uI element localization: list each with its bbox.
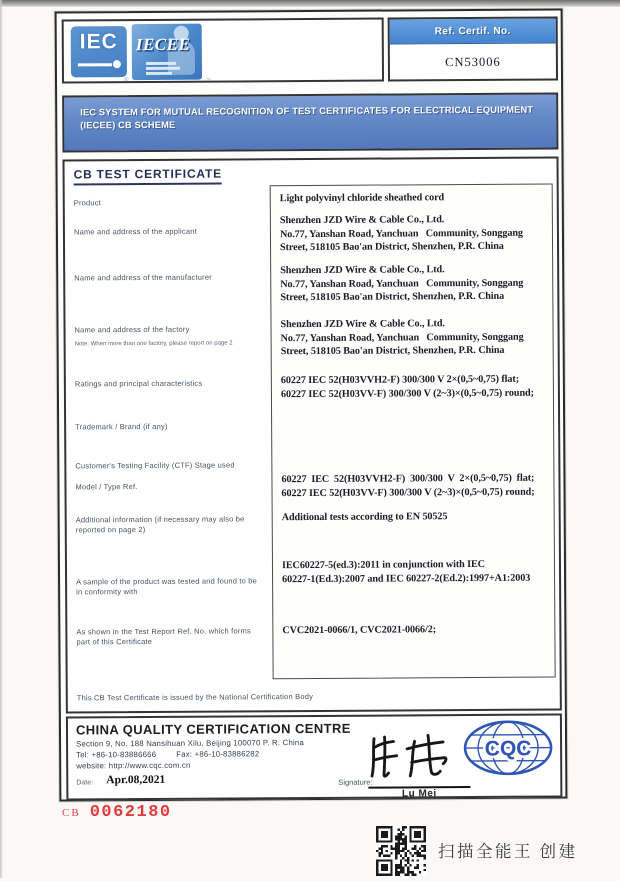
ncb-address: Section 9, No. 188 Nansihuan Xilu, Beijing 100070 P. R. China [76,738,304,748]
ncb-tel: Tel: +86-10-83886666 [76,750,156,759]
cqc-logo [460,718,556,784]
ncb-fax: Fax: +86-10-83886282 [176,749,259,759]
trademark-mark: ™ [206,78,212,84]
value-manufacturer: Shenzhen JZD Wire & Cable Co., Ltd. No.77, Yanshan Road, Yanchuan Community, Songgang Street, 518105 Bao'an District, Shenzhen, P.R. China [280,263,550,305]
ref-certif-number: CN53006 [390,43,556,79]
registered-mark: ® [124,77,128,83]
stamp-number: 0062180 [90,803,172,822]
certificate-sheet [55,8,568,801]
label-product: Product [74,197,266,208]
label-conformity: A sample of the product was tested and found to be in conformity with [76,576,258,596]
value-product: Light polyvinyl chloride sheathed cord [280,191,550,206]
certificate-body [62,156,561,713]
handwritten-signature [364,732,456,786]
iec-logo-bar [78,63,112,67]
label-factory: Name and address of the factory [75,324,267,335]
ref-certif-box [388,16,558,81]
value-applicant: Shenzhen JZD Wire & Cable Co., Ltd. No.77, Yanshan Road, Yanchuan Community, Songgang Street, 518105 Bao'an District, Shenzhen, P.R. China [280,213,550,255]
date-value: Apr.08,2021 [106,774,165,786]
label-manufacturer: Name and address of the manufacturer [74,272,266,283]
scanner-app-note: 扫描全能王 创建 [438,838,578,862]
ref-certif-label: Ref. Certif. No. [390,18,556,44]
label-additional: Additional information (if necessary may also be reported on page 2) [76,514,262,534]
signature-label: Signature: [338,778,372,787]
value-additional: Additional tests according to EN 50525 [282,510,552,525]
banner-line2: (IECEE) CB SCHEME [80,116,556,131]
value-conformity: IEC60227-5(ed.3):2011 in conjunction with IEC 60227-1(Ed.3):2007 and IEC 60227-2(Ed.2):1997+A1:2003 [282,558,552,587]
iec-logo-text: IEC [71,30,127,54]
date-label: Date: [76,779,93,786]
scheme-banner [62,92,558,152]
value-ratings: 60227 IEC 52(H03VVH2-F) 300/300 V 2×(0,5~0,75) flat; 60227 IEC 52(H03VV-F) 300/300 V (2~3)×(0,5~0,75) round; [281,373,551,402]
ncb-telfax [76,749,259,759]
signatory-name: Lu Mei [368,788,470,800]
label-ctf: Customer's Testing Facility (CTF) Stage used [75,460,275,471]
issued-by-statement: This CB Test Certificate is issued by the National Certification Body [77,692,313,702]
stamp-prefix: CB [62,807,81,819]
scanner-edge-artifact-left [0,0,3,878]
iec-logo [71,26,127,77]
cb-serial-stamp [62,803,172,822]
ncb-website: website: http://www.cqc.com.cn [76,761,190,771]
label-trademark: Trademark / Brand (if any) [75,421,267,432]
label-model: Model / Type Ref. [75,481,267,492]
ncb-name: CHINA QUALITY CERTIFICATION CENTRE [76,721,351,738]
factory-note: Note: When more than one factory, please report on page 2 [75,340,285,347]
qr-code [376,826,426,876]
cqc-logo-text: CQC [485,737,532,760]
scanner-edge-artifact [0,0,620,7]
value-factory: Shenzhen JZD Wire & Cable Co., Ltd. No.77, Yanshan Road, Yanchuan Community, Songgang Street, 518105 Bao'an District, Shenzhen, P.R. China [280,317,550,359]
logos-box [62,18,384,84]
values-box [270,184,556,680]
label-report: As shown in the Test Report Ref. No. which forms part of this Certificate [76,626,256,646]
label-ratings: Ratings and principal characteristics [75,378,267,389]
banner-line1: IEC SYSTEM FOR MUTUAL RECOGNITION OF TEST CERTIFICATES FOR ELECTRICAL EQUIPMENT [80,103,556,118]
label-applicant: Name and address of the applicant [74,226,266,237]
value-model: 60227 IEC 52(H03VVH2-F) 300/300 V 2×(0,5~0,75) flat; 60227 IEC 52(H03VV-F) 300/300 V (2~3)×(0,5~0,75) round; [281,472,551,501]
iecee-logo [132,24,202,80]
ncb-footer-box [66,713,563,800]
iecee-logo-text: IECEE [136,35,202,55]
iec-logo-dot [113,60,121,68]
value-report: CVC2021-0066/1, CVC2021-0066/2; [282,623,552,638]
certificate-title: CB TEST CERTIFICATE [74,167,222,186]
